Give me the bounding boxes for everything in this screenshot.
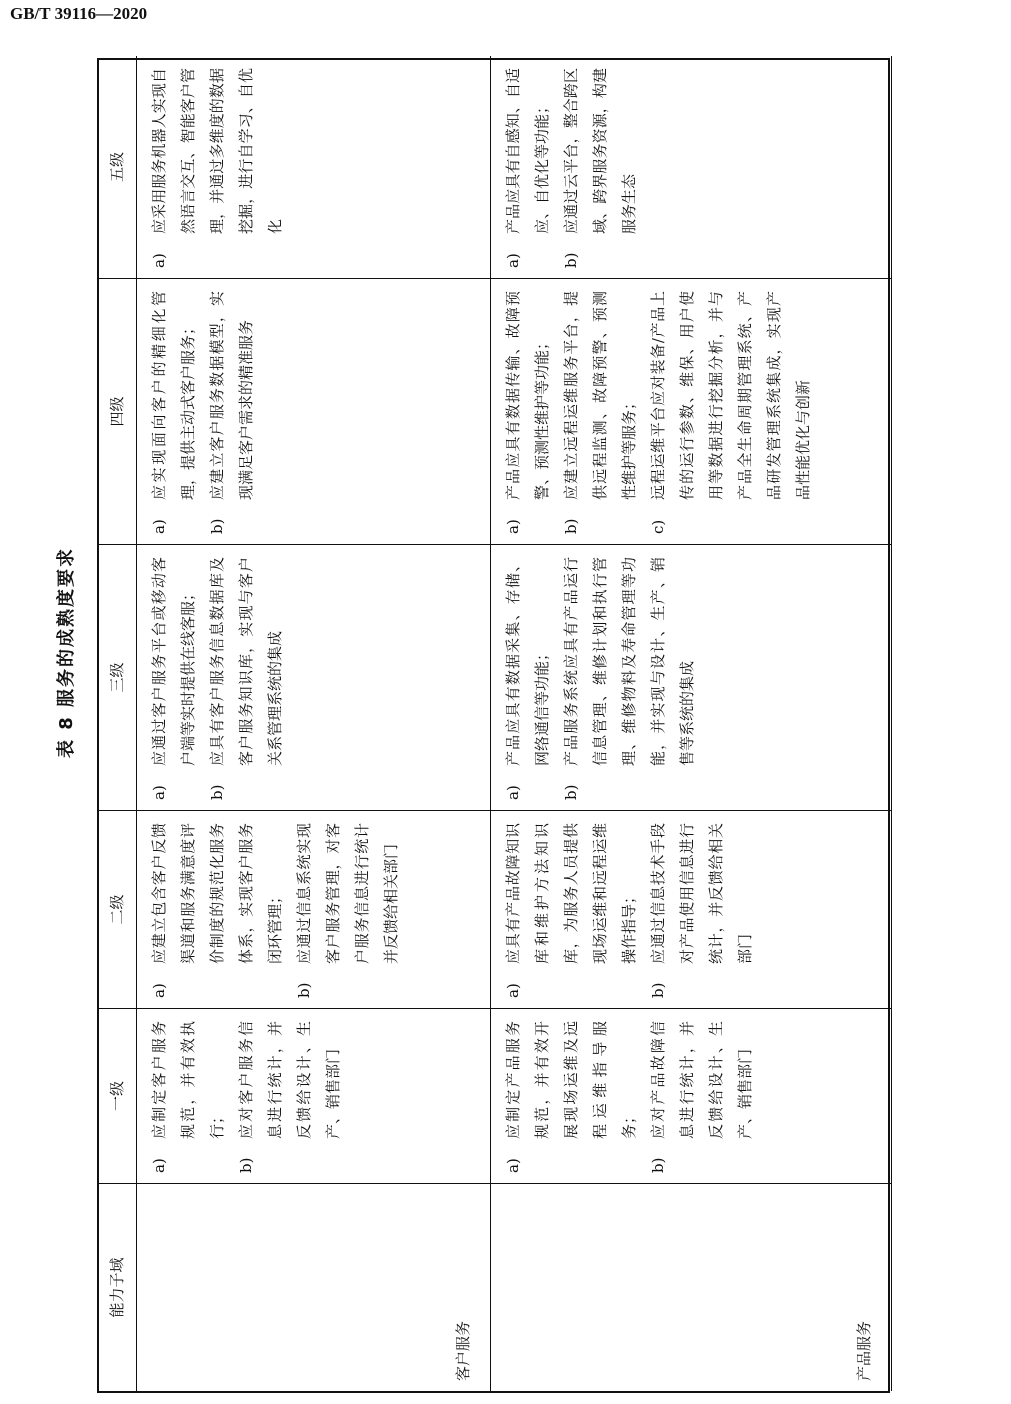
item-text: 应通过信息技术手段对产品使用信息进行统计，并反馈给相关部门	[649, 823, 754, 964]
level-1-cell	[137, 1008, 491, 1183]
domain-cell: 客户服务	[137, 1183, 491, 1391]
item-marker: a)	[504, 253, 522, 268]
requirement-item	[499, 1021, 644, 1173]
requirement-item	[644, 823, 760, 998]
level-2-cell	[137, 810, 491, 1008]
item-marker: b)	[237, 1157, 255, 1173]
item-marker: c)	[649, 519, 667, 534]
item-text: 产品应具有自感知、自适应、自优化等功能；	[504, 68, 551, 234]
level-2-cell	[491, 810, 892, 1008]
requirement-item	[557, 557, 702, 800]
header-cell-level-3: 三级	[99, 544, 137, 810]
item-marker: b)	[649, 1157, 667, 1173]
item-marker: a)	[150, 983, 168, 998]
item-text: 应具有产品故障知识库和维护方法知识库，为服务人员提供现场运维和远程运维操作指导；	[504, 823, 638, 964]
requirement-item	[499, 823, 644, 998]
header-cell-level-4: 四级	[99, 278, 137, 544]
item-text: 产品应具有数据传输、故障预警、预测性维护等功能；	[504, 291, 551, 500]
requirement-item	[644, 1021, 760, 1173]
item-marker: a)	[504, 1158, 522, 1173]
requirement-item	[145, 291, 203, 534]
item-text: 应制定客户服务规范，并有效执行；	[150, 1021, 226, 1139]
requirement-item	[644, 291, 818, 534]
requirement-item	[145, 823, 290, 998]
item-marker: a)	[150, 519, 168, 534]
level-1-cell	[491, 1008, 892, 1183]
item-marker: a)	[150, 1158, 168, 1173]
requirement-item	[499, 557, 557, 800]
domain-cell: 产品服务	[491, 1183, 892, 1391]
item-text: 应对客户服务信息进行统计，并反馈给设计、生产、销售部门	[237, 1021, 342, 1139]
item-text: 应对产品故障信息进行统计，并反馈给设计、生产、销售部门	[649, 1021, 754, 1139]
item-marker: b)	[295, 982, 313, 998]
item-marker: b)	[562, 518, 580, 534]
item-text: 远程运维平台应对装备/产品上传的运行参数、维保、用户使用等数据进行挖掘分析，并与产品全生命周期管理系统、产品研发管理系统集成，实现产品性能优化与创新	[649, 291, 812, 500]
item-marker: a)	[504, 519, 522, 534]
item-text: 应制定产品服务规范，并有效开展现场运维及远程运维指导服务；	[504, 1021, 638, 1139]
item-marker: b)	[649, 982, 667, 998]
requirement-item	[232, 1021, 348, 1173]
item-marker: b)	[208, 518, 226, 534]
item-text: 应采用服务机器人实现自然语言交互、智能客户管理，并通过多维度的数据挖掘，进行自学习、自优化	[150, 68, 284, 234]
requirement-item	[203, 557, 290, 800]
item-text: 应建立客户服务数据模型，实现满足客户需求的精准服务	[208, 291, 255, 500]
item-text: 产品应具有数据采集、存储、网络通信等功能；	[504, 557, 551, 766]
item-marker: b)	[562, 784, 580, 800]
item-text: 应通过云平台，整合跨区域、跨界服务资源，构建服务生态	[562, 68, 638, 234]
requirement-item	[145, 1021, 232, 1173]
item-text: 应实现面向客户的精细化管理，提供主动式客户服务；	[150, 291, 197, 500]
requirement-item	[145, 68, 290, 268]
standard-code: GB/T 39116—2020	[10, 4, 148, 23]
requirement-item	[557, 291, 644, 534]
requirement-item	[145, 557, 203, 800]
level-3-cell	[137, 544, 491, 810]
requirement-item	[290, 823, 406, 998]
table-caption: 表 8 服务的成熟度要求	[56, 546, 77, 758]
item-text: 产品服务系统应具有产品运行信息管理、维修计划和执行管理、维修物料及寿命管理等功能，并实现与设计、生产、销售等系统的集成	[562, 557, 696, 766]
item-text: 应通过信息系统实现客户服务管理，对客户服务信息进行统计并反馈给相关部门	[295, 823, 400, 964]
header-cell-level-5: 五级	[99, 56, 137, 278]
requirement-item	[499, 68, 557, 268]
item-marker: b)	[208, 784, 226, 800]
requirement-item	[557, 68, 644, 268]
requirement-item	[203, 291, 261, 534]
item-marker: a)	[150, 785, 168, 800]
maturity-table	[97, 58, 890, 1393]
table-container	[97, 58, 890, 1393]
item-text: 应通过客户服务平台或移动客户端等实时提供在线客服；	[150, 557, 197, 766]
item-marker: a)	[150, 253, 168, 268]
item-text: 应具有客户服务信息数据库及客户服务知识库，实现与客户关系管理系统的集成	[208, 557, 284, 766]
header-cell-domain: 能力子域	[99, 1183, 137, 1391]
level-4-cell	[491, 278, 892, 544]
requirement-item	[499, 291, 557, 534]
item-text: 应建立远程运维服务平台，提供远程监测、故障预警、预测性维护等服务；	[562, 291, 638, 500]
level-5-cell	[491, 56, 892, 278]
header-cell-level-2: 二级	[99, 810, 137, 1008]
level-4-cell	[137, 278, 491, 544]
level-5-cell	[137, 56, 491, 278]
header-cell-level-1: 一级	[99, 1008, 137, 1183]
item-marker: b)	[562, 252, 580, 268]
item-marker: a)	[504, 785, 522, 800]
item-marker: a)	[504, 983, 522, 998]
level-3-cell	[491, 544, 892, 810]
item-text: 应建立包含客户反馈渠道和服务满意度评价制度的规范化服务体系，实现客户服务闭环管理；	[150, 823, 284, 964]
